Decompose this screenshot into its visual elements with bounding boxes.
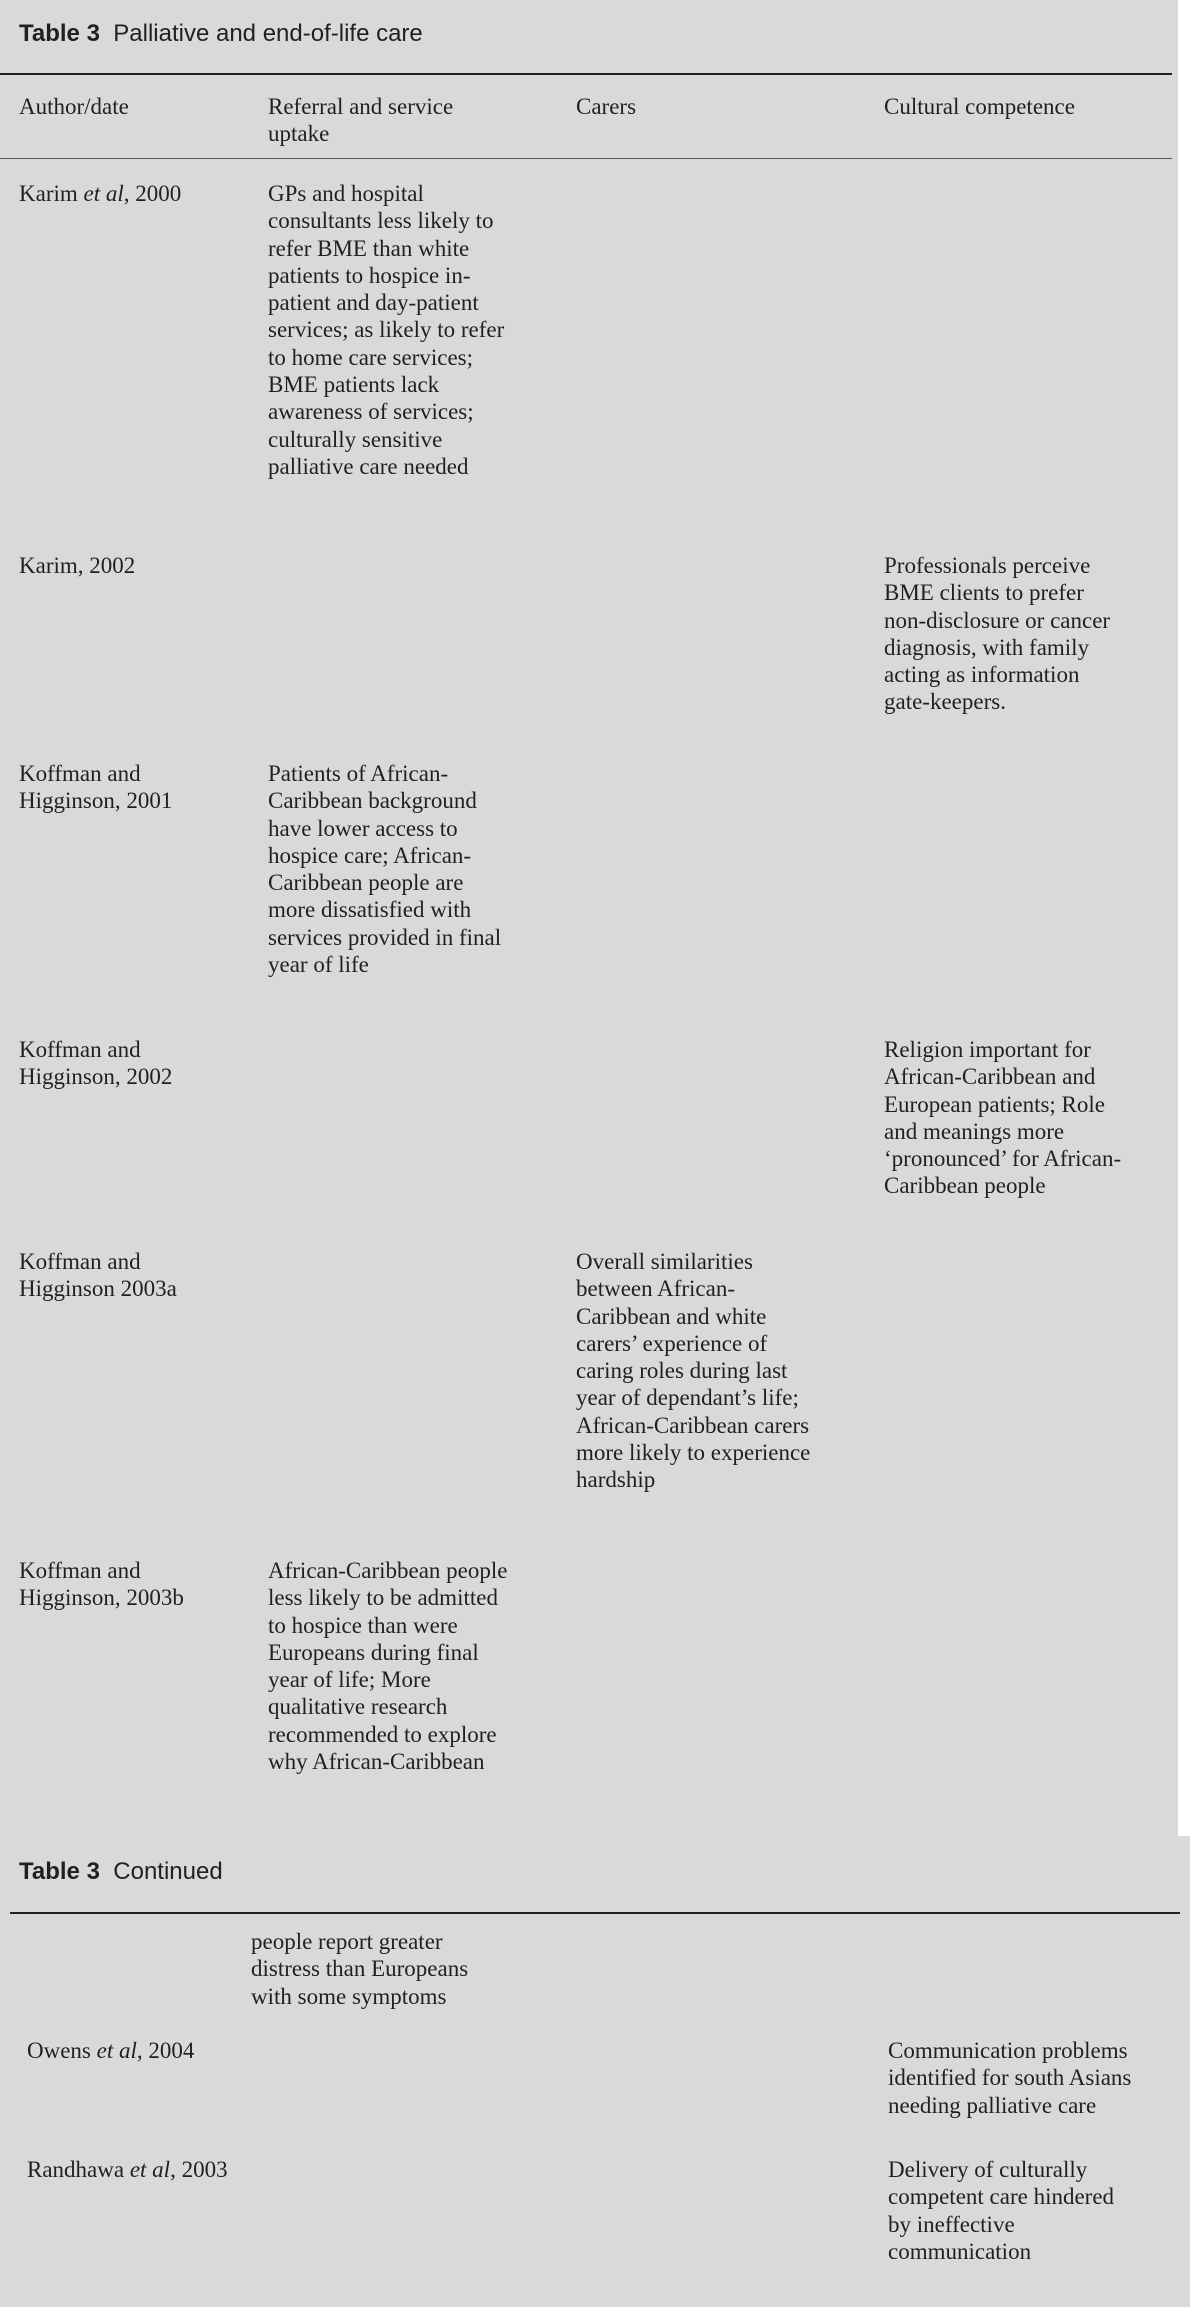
table-row-referral: people report greater distress than Europeans with some symptoms xyxy=(251,1929,469,2009)
table-continued-text: Continued xyxy=(113,1858,223,1885)
table-row-cultural: Communication problems identified for south Asians needing palliative care xyxy=(888,2038,1132,2118)
table-row-cultural: Professionals perceive BME clients to prefer non-disclosure or cancer diagnosis, with family acting as information gate-keepers. xyxy=(884,553,1111,715)
table-continued-panel xyxy=(0,1836,1190,2307)
table-row-author: Koffman and Higginson, 2001 xyxy=(19,761,173,814)
table-row-author: Karim et al, 2000 xyxy=(19,181,182,206)
top-rule xyxy=(0,73,1172,75)
header-referral: Referral and service uptake xyxy=(268,94,454,147)
table-row-cultural: Religion important for African-Caribbean and European patients; Role and meanings more ‘pronounced’ for African- Caribbean people xyxy=(884,1037,1122,1199)
table-row-author: Randhawa et al, 2003 xyxy=(27,2157,228,2182)
table-row-referral: Patients of African- Caribbean background have lower access to hospice care; African- Caribbean people are more dissatisfied with services provided in final year of life xyxy=(268,761,502,978)
table-label: Table 3 xyxy=(19,20,100,47)
header-author: Author/date xyxy=(19,94,129,119)
table-row-author: Karim, 2002 xyxy=(19,553,136,578)
table-row-carers: Overall similarities between African- Caribbean and white carers’ experience of caring roles during last year of dependant’s life; African-Caribbean carers more likely to experience hardship xyxy=(576,1249,811,1493)
table-row-author: Koffman and Higginson 2003a xyxy=(19,1249,177,1302)
header-cultural: Cultural competence xyxy=(884,94,1075,119)
table-row-referral: GPs and hospital consultants less likely to refer BME than white patients to hospice in- patient and day-patient services; as likely to refer to home care services; BME patients lack awareness of services; culturally sensitive palliative care needed xyxy=(268,181,505,479)
header-carers: Carers xyxy=(576,94,637,119)
header-rule xyxy=(0,158,1172,159)
table-title-text: Palliative and end-of-life care xyxy=(113,20,423,47)
table-row-author: Koffman and Higginson, 2003b xyxy=(19,1558,184,1611)
table-row-author: Koffman and Higginson, 2002 xyxy=(19,1037,173,1090)
continued-top-rule xyxy=(10,1912,1180,1914)
table-title xyxy=(19,20,423,48)
table-row-referral: African-Caribbean people less likely to be admitted to hospice than were Europeans during final year of life; More qualitative research recommended to explore why African-Caribbean xyxy=(268,1558,508,1775)
table-continued-title xyxy=(19,1858,223,1886)
table-row-author: Owens et al, 2004 xyxy=(27,2038,195,2063)
table-continued-label: Table 3 xyxy=(19,1858,100,1885)
table-row-cultural: Delivery of culturally competent care hindered by ineffective communication xyxy=(888,2157,1115,2264)
